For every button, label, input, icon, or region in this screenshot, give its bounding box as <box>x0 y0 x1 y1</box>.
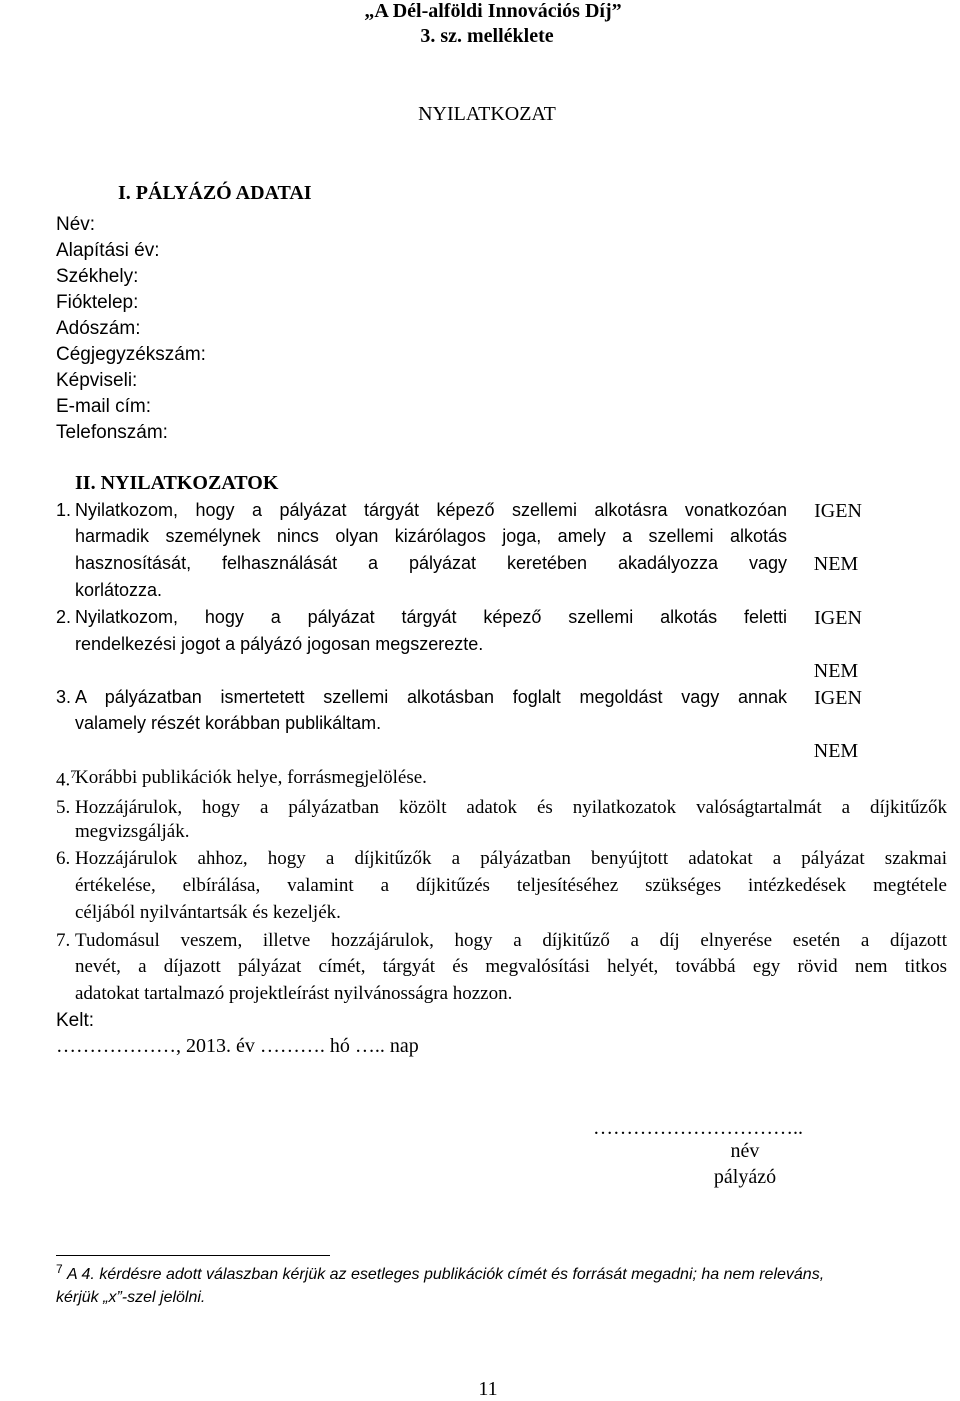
field-fioktelep: Fióktelep: <box>56 292 139 313</box>
item7-line2: nevét, a díjazott pályázat címét, tárgyát és megvalósítási helyét, továbbá egy rövid nem titkos <box>75 956 947 977</box>
item6-line1: Hozzájárulok ahhoz, hogy a díjkitűzők a pályázatban benyújtott adatokat a pályázat szakmai <box>75 848 947 869</box>
item4-text: Korábbi publikációk helye, forrásmegjelölése. <box>75 767 427 788</box>
footnote-line1: A 4. kérdésre adott válaszban kérjük az esetleges publikációk címét és forrását megadni; ha nem releváns, <box>67 1266 825 1283</box>
field-cegjegyzekszam: Cégjegyzékszám: <box>56 344 206 365</box>
item1-line3: hasznosítását, felhasználását a pályázat keretében akadályozza vagy <box>75 553 787 573</box>
item7-line1: Tudomásul veszem, illetve hozzájárulok, hogy a díjkitűző a díj elnyerése esetén a díjazott <box>75 930 947 951</box>
footnote-marker: 7 <box>56 1262 63 1276</box>
item4-number <box>56 767 76 791</box>
footnote-separator <box>56 1255 330 1256</box>
signature-name-label: név <box>730 1140 760 1162</box>
item4-footnote-ref: 7 <box>70 767 77 781</box>
item3-no-option[interactable]: NEM <box>813 740 859 762</box>
field-email: E-mail cím: <box>56 396 151 417</box>
item3-number: 3. <box>56 687 72 707</box>
item1-line1: Nyilatkozom, hogy a pályázat tárgyát képező szellemi alkotásra vonatkozóan <box>75 500 787 520</box>
section1-heading: I. PÁLYÁZÓ ADATAI <box>118 182 312 204</box>
item1-line4: korlátozza. <box>75 580 163 600</box>
signature-line: ………………………….. <box>593 1117 803 1139</box>
item1-number: 1. <box>56 500 72 520</box>
item7-line3: adatokat tartalmazó projektleírást nyilvánosságra hozzon. <box>75 983 513 1004</box>
header-subtitle: 3. sz. melléklete <box>420 25 554 47</box>
item6-line2: értékelése, elbírálása, valamint a díjkitűzés teljesítéséhez szükséges intézkedések megtétele <box>75 875 947 896</box>
item3-line1: A pályázatban ismertetett szellemi alkotásban foglalt megoldást vagy annak <box>75 687 787 707</box>
field-adoszam: Adószám: <box>56 318 141 339</box>
item2-no-option[interactable]: NEM <box>813 660 859 682</box>
item3-line2: valamely részét korábban publikáltam. <box>75 713 382 733</box>
kelt-label: Kelt: <box>56 1010 95 1031</box>
section2-heading: II. NYILATKOZATOK <box>75 472 279 494</box>
field-kepviseli: Képviseli: <box>56 370 138 391</box>
item5-line1: Hozzájárulok, hogy a pályázatban közölt adatok és nyilatkozatok valóságtartalmát a díjkitűzők <box>75 797 947 818</box>
footnote-line2: kérjük „x”-szel jelölni. <box>56 1289 206 1306</box>
item4-number-text: 4. <box>56 769 71 791</box>
header-title: „A Dél-alföldi Innovációs Díj” <box>364 0 622 22</box>
item2-line1: Nyilatkozom, hogy a pályázat tárgyát képező szellemi alkotás feletti <box>75 607 787 627</box>
field-telefonszam: Telefonszám: <box>56 422 168 443</box>
item6-line3: céljából nyilvántartsák és kezeljék. <box>75 902 341 923</box>
field-szekhely: Székhely: <box>56 266 139 287</box>
item2-line2: rendelkezési jogot a pályázó jogosan megszerezte. <box>75 634 484 654</box>
page-number: 11 <box>478 1378 498 1400</box>
item5-number: 5. <box>56 797 71 818</box>
item2-number: 2. <box>56 607 72 627</box>
item6-number: 6. <box>56 848 71 869</box>
kelt-date-line: ………………, 2013. év ………. hó ….. nap <box>56 1035 419 1057</box>
item7-number: 7. <box>56 930 71 951</box>
signature-role-label: pályázó <box>713 1166 777 1188</box>
footnote-number <box>56 1262 63 1284</box>
item3-yes-option[interactable]: IGEN <box>814 687 862 709</box>
item5-line2: megvizsgálják. <box>75 821 190 842</box>
doc-title: NYILATKOZAT <box>418 103 556 125</box>
item2-yes-option[interactable]: IGEN <box>814 607 862 629</box>
item1-yes-option[interactable]: IGEN <box>814 500 862 522</box>
item1-no-option[interactable]: NEM <box>813 553 859 575</box>
item1-line2: harmadik személynek nincs olyan kizárólagos joga, amely a szellemi alkotás <box>75 526 787 546</box>
field-nev: Név: <box>56 214 96 235</box>
field-alapitasi-ev: Alapítási év: <box>56 240 160 261</box>
